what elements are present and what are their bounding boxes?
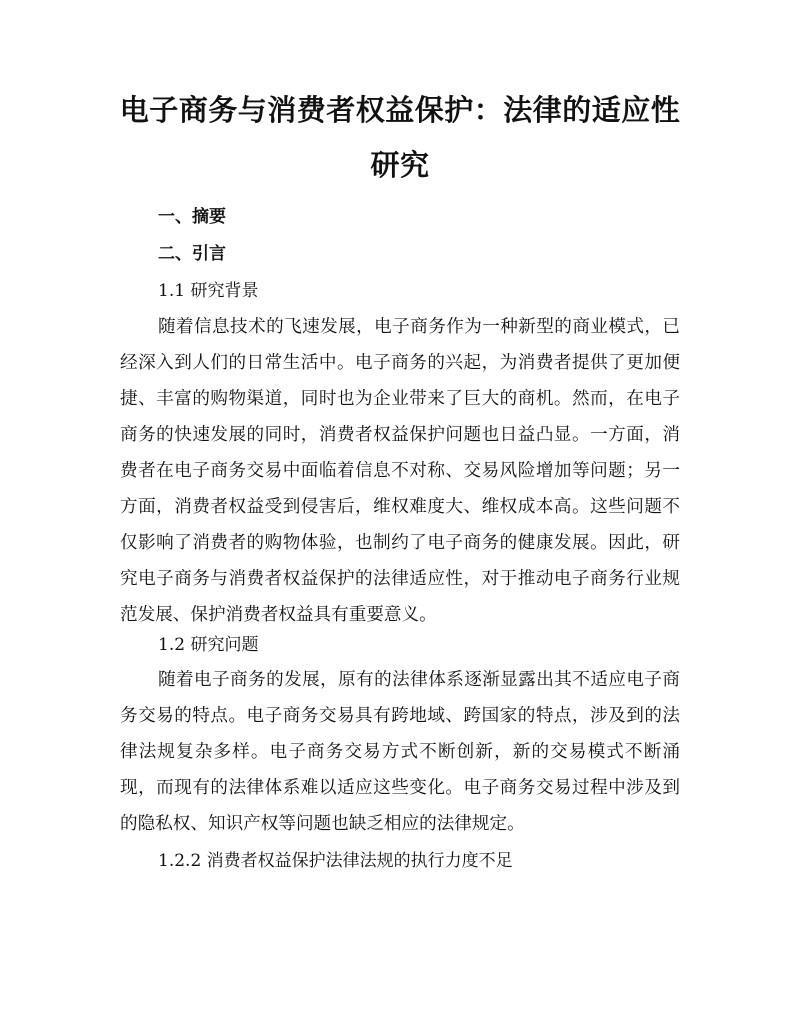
paragraph-research-questions: 随着电子商务的发展，原有的法律体系逐渐显露出其不适应电子商务交易的特点。电子商务交易具有跨地域、跨国家的特点，涉及到的法律法规复杂多样。电子商务交易方式不断创新，新的交易模式不断涌现，而现有的法律体系难以适应这些变化。电子商务交易过程中涉及到的隐私权、知识产权等问题也缺乏相应的法律规定。 (120, 670, 680, 834)
document-title-line-2: 研究 (370, 148, 430, 182)
heading-introduction: 二、引言 (158, 244, 226, 264)
paragraph-research-background: 随着信息技术的飞速发展，电子商务作为一种新型的商业模式，已经深入到人们的日常生活中。电子商务的兴起，为消费者提供了更加便捷、丰富的购物渠道，同时也为企业带来了巨大的商机。然而，在电子商务的快速发展的同时，消费者权益保护问题也日益凸显。一方面，消费者在电子商务交易中面临着信息不对称、交易风险增加等问题；另一方面，消费者权益受到侵害后，维权难度大、维权成本高。这些问题不仅影响了消费者的购物体验，也制约了电子商务的健康发展。因此，研究电子商务与消费者权益保护的法律适应性，对于推动电子商务行业规范发展、保护消费者权益具有重要意义。 (120, 317, 680, 625)
subheading-research-background: 1.1 研究背景 (158, 281, 259, 301)
subheading-enforcement: 1.2.2 消费者权益保护法律法规的执行力度不足 (158, 851, 513, 871)
subheading-research-questions: 1.2 研究问题 (158, 635, 259, 655)
heading-abstract: 一、摘要 (158, 207, 226, 227)
document-title-line-1: 电子商务与消费者权益保护：法律的适应性 (119, 93, 681, 127)
